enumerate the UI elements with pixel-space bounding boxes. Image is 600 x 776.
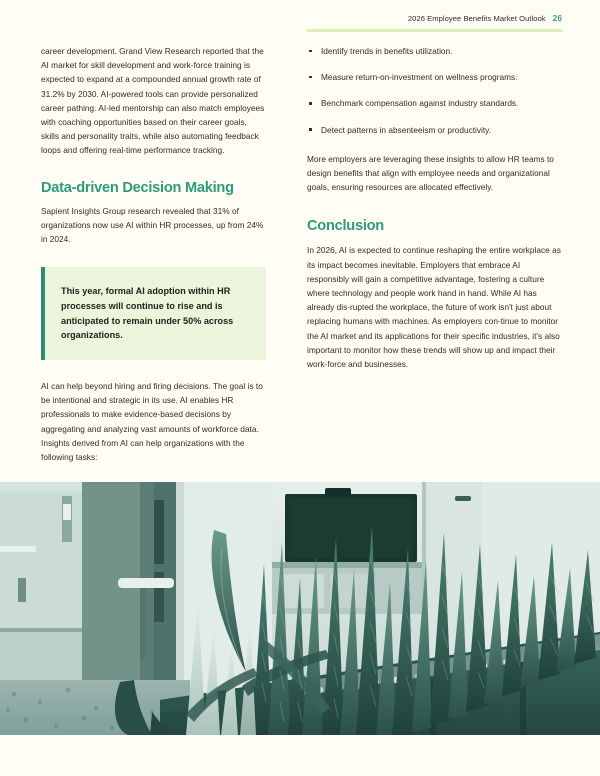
office-plants-photo bbox=[0, 482, 600, 735]
left-closing-paragraph: AI can help beyond hiring and firing decisions. The goal is to be intentional and strategic in its use. AI enables HR professionals to make evidence-based decisions by aggregating and analyzing vast amounts of workforce data. Insights derived from AI can help organizations with the following tasks: bbox=[41, 381, 263, 463]
bullet-point-icon bbox=[309, 50, 312, 53]
list-item-label: Detect patterns in absenteeism or productivity. bbox=[321, 124, 492, 135]
page-header bbox=[307, 0, 562, 34]
header-line bbox=[307, 0, 562, 23]
benefits-insight-task-list bbox=[307, 44, 562, 137]
header-divider-rule bbox=[307, 29, 562, 32]
conclusion-paragraph: In 2026, AI is expected to continue reshaping the entire workplace as its impact becomes inevitable. Employers that embrace AI responsibly will gain a competitive advantage, fostering a culture where technology and people work hand in hand. While AI has already dis-rupted the workplace, the future of work isn't just about replacing humans with machines. As employers con-tinue to monitor the AI market and its applications for their specific industries, it's also important to monitor how these trends will show up and impact their work-force and businesses. bbox=[307, 245, 561, 370]
two-column-body bbox=[0, 44, 600, 464]
pull-quote-text: This year, formal AI adoption within HR processes will continue to rise and is anticipated to remain under 50% across organizations. bbox=[61, 286, 234, 341]
bullet-point-icon bbox=[309, 128, 312, 131]
header-document-title: 2026 Employee Benefits Market Outlook bbox=[407, 14, 546, 23]
section-heading-data-driven-decision-making: Data-driven Decision Making bbox=[41, 179, 234, 196]
header-page-number: 26 bbox=[552, 13, 562, 23]
office-plants-photo-graphic bbox=[0, 482, 600, 735]
data-driven-intro-paragraph: Sapient Insights Group research revealed that 31% of organizations now use AI within HR processes, up from 24% in 2024. bbox=[41, 205, 264, 245]
list-item-label: Measure return-on-investment on wellness programs. bbox=[321, 72, 518, 83]
bullet-point-icon bbox=[309, 102, 312, 105]
section-heading-conclusion: Conclusion bbox=[307, 218, 384, 235]
after-bullets-paragraph: More employers are leveraging these insights to allow HR teams to design benefits that align with employee needs and organizational goals, ensuring resources are allocated effectively. bbox=[307, 153, 554, 193]
list-item-label: Identify trends in benefits utilization. bbox=[321, 46, 453, 56]
right-column bbox=[300, 44, 600, 464]
list-item bbox=[307, 123, 562, 137]
left-column bbox=[0, 44, 300, 464]
list-item bbox=[307, 96, 562, 110]
list-item-label: Benchmark compensation against industry standards. bbox=[321, 98, 519, 109]
pull-quote-callout bbox=[41, 267, 266, 360]
list-item bbox=[307, 70, 562, 84]
continued-paragraph: career development. Grand View Research reported that the AI market for skill development and work-force training is expected to expand at a compounded annual growth rate of 31.2% by 2030. AI-powered tools can provide personalized career pathing. AI-led mentorship can also match employees with coaching opportunities based on their career goals, skills and personality traits, while also automating feedback loops and offering real-time performance tracking. bbox=[41, 46, 265, 156]
list-item bbox=[307, 44, 562, 58]
bullet-point-icon bbox=[309, 76, 312, 79]
